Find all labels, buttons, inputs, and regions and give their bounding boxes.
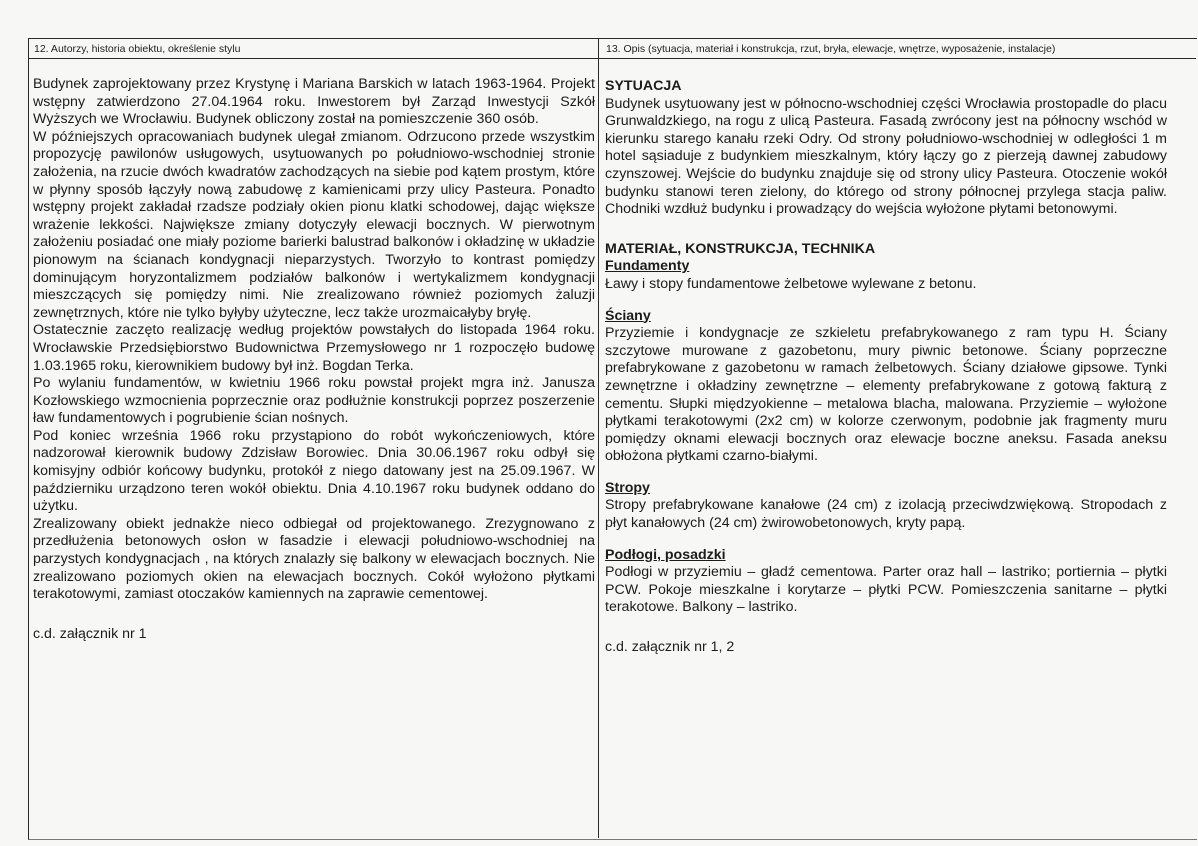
section-title-material: MATERIAŁ, KONSTRUKCJA, TECHNIKA: [605, 240, 876, 257]
sciany-text: Przyziemie i kondygnacje ze szkieletu prefabrykowanego z ram typu H. Ściany szczytowe murowane z gazobetonu, mury piwnic betonowe. Ściany poprzeczne prefabrykowane z gazobetonu w ramach żelbetowych. Ściany działowe gipsowe. Tynki zewnętrzne i okładziny zewnętrzne – elementy prefabrykowane z gotową fakturą z cementu. Słupki międzyokienne – metalowa blacha, malowana. Przyziemie – wyłożone płytkami terakotowymi (2x2 cm) w kolorze czerwonym, podobnie jak fragmenty muru pomiędzy oknami elewacji bocznych oraz elewacje boczne aneksu. Fasada aneksu obłożona płytkami czarno-białymi.: [605, 325, 1167, 465]
paragraph: Budynek zaprojektowany przez Krystynę i Mariana Barskich w latach 1963-1964. Projekt wstępny zatwierdzono 27.04.1964 roku. Inwestorem był Zarząd Inwestycji Szkół Wyższych we Wrocławiu. Budynek obliczony został na pomieszczenie 360 osób.: [33, 76, 595, 128]
fundamenty-text: Ławy i stopy fundamentowe żelbetowe wylewane z betonu.: [605, 275, 977, 292]
sytuacja-text: Budynek usytuowany jest w północno-wschodniej części Wrocławia prostopadle do placu Grunwaldzkiego, na rogu z ulicą Pasteura. Fasadą zwrócony jest na północny wschód w kierunku starego kanału rzeki Odry. Od strony południowo-wschodniej w odległości 1 m hotel sąsiaduje z budynkiem mieszkalnym, który łączy go z pierzeją dawnej zabudowy czynszowej. Wejście do budynku znajduje się od strony ulicy Pasteura. Otoczenie wokół budynku stanowi teren zielony, do którego od strony północnej przylega stacja paliw. Chodniki wzdłuż budynku i prowadzący do wejścia wyłożone płytami betonowymi.: [605, 95, 1167, 218]
right-column: [605, 78, 1167, 657]
header-divider: [28, 58, 1196, 59]
subsection-title-sciany: Ściany: [605, 307, 651, 324]
header-left: 12. Autorzy, historia obiektu, określenie stylu: [34, 43, 241, 55]
column-divider: [598, 38, 599, 838]
subsection-title-stropy: Stropy: [605, 479, 650, 496]
stropy-text: Stropy prefabrykowane kanałowe (24 cm) z izolacją przeciwdzwiękową. Stropodach z płyt kanałowych (24 cm) żwirowobetonowych, kryty papą.: [605, 497, 1167, 532]
paragraph: Po wylaniu fundamentów, w kwietniu 1966 roku powstał projekt mgra inż. Janusza Kozłowskiego wzmocnienia poprzecznie oraz podłużnie konstrukcji poprzez poszerzenie ław fundamentowych i pogrubienie ścian nośnych.: [33, 375, 595, 427]
paragraph: Pod koniec września 1966 roku przystąpiono do robót wykończeniowych, które nadzorował kierownik budowy Zdzisław Borowiec. Dnia 30.06.1967 roku odbył się komisyjny odbiór końcowy budynku, protokół z niego datowany jest na 25.09.1967. W październiku urządzono teren wokół obiektu. Dnia 4.10.1967 roku budynek oddano do użytku.: [33, 427, 595, 515]
continuation-note: c.d. załącznik nr 1: [33, 625, 147, 642]
paragraph: W późniejszych opracowaniach budynek ulegał zmianom. Odrzucono przede wszystkim propozycję pawilonów usługowych, usytuowanych po południowo-wschodniej stronie założenia, na rzucie dwóch kwadratów zachodzących na siebie pod kątem prostym, które w płynny sposób łączyły nową zabudowę z kamienicami przy ulicy Pasteura. Ponadto wstępny projekt zakładał rzadsze podziały okien pionu klatki schodowej, dając większe wrażenie lekkości. Największe zmiany dotyczyły elewacji bocznych. W pierwotnym założeniu posiadać one miały poziome barierki balustrad balkonów i okładzinę w układzie pionowym na ścianach kondygnacji nieparzystych. Tworzyło to kontrast pomiędzy dominującym horyzontalizmem podziałów balkonów i wertykalizmem kondygnacji mieszczących się pomiędzy nimi. Nie zrealizowano również poziomych żaluzji zewnętrznych, które nie tylko byłyby użyteczne, lecz także urozmaicałyby bryłę.: [33, 128, 595, 321]
paragraph: Zrealizowany obiekt jednakże nieco odbiegał od projektowanego. Zrezygnowano z przedłużenia betonowych osłon w fasadzie i elewacji południowo-wschodniej na parzystych kondygnacjach , na których znalazły się balkony w elewacjach bocznych. Nie zrealizowano poziomych okien na elewacjach bocznych. Cokół wyłożono płytkami terakotowymi, zamiast otoczaków kamiennych na zaprawie cementowej.: [33, 515, 595, 603]
subsection-title-fundamenty: Fundamenty: [605, 258, 690, 275]
header-right: 13. Opis (sytuacja, materiał i konstrukcja, rzut, bryła, elewacje, wnętrze, wyposażenie, instalacje): [606, 43, 1056, 55]
continuation-note: c.d. załącznik nr 1, 2: [605, 639, 735, 656]
left-column: [33, 76, 595, 643]
podlogi-text: Podłogi w przyziemiu – gładź cementowa. Parter oraz hall – lastriko; portiernia – płytki PCW. Pokoje mieszkalne i korytarze – płytki PCW. Pomieszczenia sanitarne – płytki terakotowe. Balkony – lastriko.: [605, 564, 1167, 616]
subsection-title-podlogi: Podłogi, posadzki: [605, 546, 726, 563]
paragraph: Ostatecznie zaczęto realizację według projektów powstałych do listopada 1964 roku. Wrocławskie Przedsiębiorstwo Budownictwa Przemysłowego nr 1 rozpoczęło budowę 1.03.1965 roku, kierownikiem budowy był inż. Bogdan Terka.: [33, 322, 595, 374]
section-title-sytuacja: SYTUACJA: [605, 78, 682, 94]
